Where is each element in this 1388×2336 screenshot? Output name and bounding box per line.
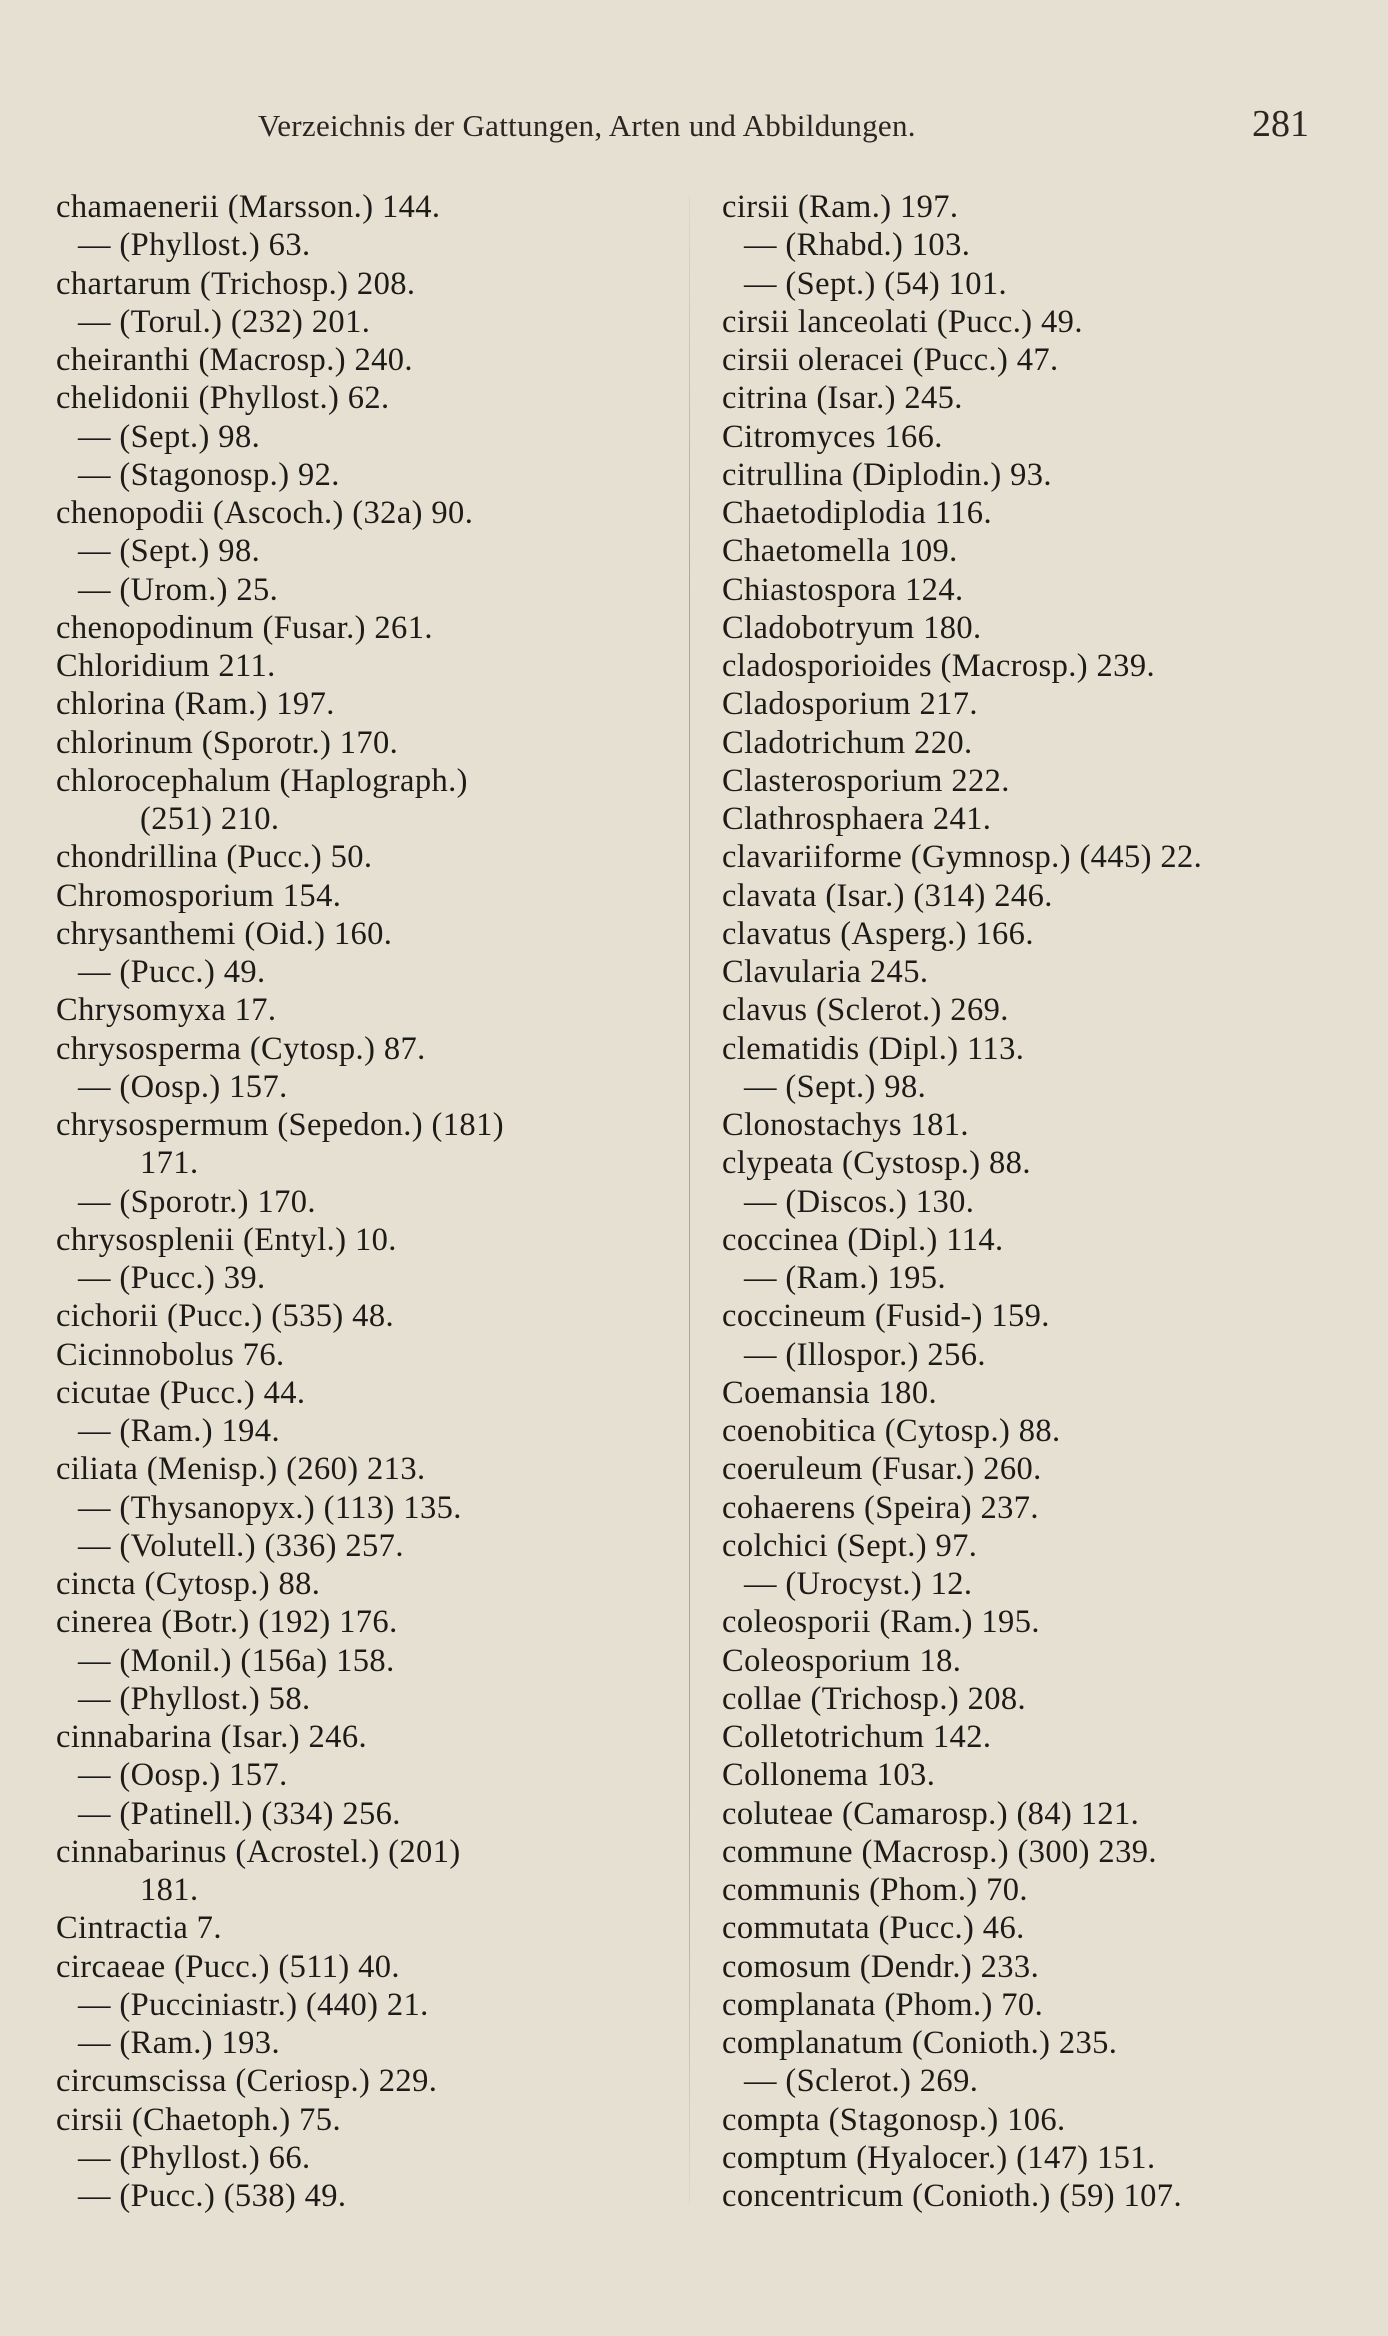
index-entry: cinnabarina (Isar.) 246. [56,1719,368,1755]
index-entry: commutata (Pucc.) 46. [722,1910,1025,1947]
index-entry: Chrysomyxa 17. [56,992,277,1029]
index-subentry: — (Illospor.) 256. [744,1336,986,1373]
index-subentry: — (Torul.) (232) 201. [78,303,371,340]
column-divider [689,196,690,2204]
index-entry: cincta (Cytosp.) 88. [56,1566,321,1602]
index-subentry: — (Pucc.) (538) 49. [78,2178,347,2214]
index-entry: cirsii lanceolati (Pucc.) 49. [722,303,1083,340]
index-entry: coleosporii (Ram.) 195. [722,1604,1040,1641]
index-entry: circaeae (Pucc.) (511) 40. [56,1948,400,1985]
index-entry: cohaerens (Speira) 237. [722,1489,1039,1526]
index-entry: chamaenerii (Marsson.) 144. [56,189,441,225]
index-subentry: — (Sept.) 98. [78,418,261,455]
index-entry: Chaetodiplodia 116. [722,495,992,531]
index-entry: clavatus (Asperg.) 166. [722,915,1034,952]
page-number: 281 [1252,103,1309,145]
index-entry: chondrillina (Pucc.) 50. [56,839,373,876]
index-entry: Cintractia 7. [56,1910,222,1947]
index-entry: collae (Trichosp.) 208. [722,1680,1027,1717]
index-subentry: — (Sept.) 98. [744,1068,927,1105]
index-entry: ciliata (Menisp.) (260) 213. [56,1451,426,1488]
index-subentry: — (Urom.) 25. [78,571,279,608]
index-subentry: — (Sclerot.) 269. [744,2063,979,2100]
index-entry: Clathrosphaera 241. [722,801,992,837]
index-entry-continuation: 181. [140,1872,199,1908]
index-entry: concentricum (Conioth.) (59) 107. [722,2178,1182,2214]
index-entry: Cladosporium 217. [722,686,978,723]
index-subentry: — (Sporotr.) 170. [78,1183,316,1220]
index-entry: communis (Phom.) 70. [722,1872,1028,1908]
index-entry: chrysosplenii (Entyl.) 10. [56,1221,397,1258]
index-subentry: — (Phyllost.) 63. [78,227,311,264]
index-entry: coccineum (Fusid-) 159. [722,1298,1050,1335]
index-entry: clematidis (Dipl.) 113. [722,1030,1025,1067]
index-entry: coccinea (Dipl.) 114. [722,1221,1004,1258]
index-subentry: — (Oosp.) 157. [78,1757,288,1794]
index-entry: citrullina (Diplodin.) 93. [722,456,1052,493]
index-entry: coenobitica (Cytosp.) 88. [722,1413,1061,1449]
index-entry: cirsii oleracei (Pucc.) 47. [722,342,1059,378]
index-subentry: — (Ram.) 193. [78,2025,280,2061]
index-entry: coluteae (Camarosp.) (84) 121. [722,1795,1140,1832]
index-entry-continuation: 171. [140,1145,199,1182]
index-entry: comptum (Hyalocer.) (147) 151. [722,2139,1156,2176]
index-subentry: — (Phyllost.) 58. [78,1680,311,1717]
index-entry: circumscissa (Ceriosp.) 229. [56,2063,438,2100]
index-subentry: — (Volutell.) (336) 257. [78,1527,404,1564]
index-entry: Cladobotryum 180. [722,609,982,646]
index-subentry: — (Phyllost.) 66. [78,2139,311,2176]
index-entry: Colletotrichum 142. [722,1719,992,1755]
index-entry: chartarum (Trichosp.) 208. [56,265,416,302]
index-entry: Coleosporium 18. [722,1642,962,1679]
index-entry: comosum (Dendr.) 233. [722,1948,1040,1985]
index-entry: Clonostachys 181. [722,1107,969,1143]
index-entry: coeruleum (Fusar.) 260. [722,1451,1042,1488]
index-subentry: — (Oosp.) 157. [78,1068,288,1105]
index-subentry: — (Monil.) (156a) 158. [78,1642,395,1679]
index-entry: Cladotrichum 220. [722,724,973,761]
index-entry: chrysanthemi (Oid.) 160. [56,915,393,952]
index-entry: clavata (Isar.) (314) 246. [722,877,1053,914]
index-entry: cinnabarinus (Acrostel.) (201) [56,1833,461,1870]
index-entry: complanata (Phom.) 70. [722,1986,1044,2023]
index-entry: Chaetomella 109. [722,533,958,570]
running-header: Verzeichnis der Gattungen, Arten und Abbildungen. [258,108,916,143]
index-entry: cirsii (Ram.) 197. [722,189,959,225]
index-entry: Clavularia 245. [722,954,929,990]
index-column-right [722,188,1362,2215]
index-entry: Chromosporium 154. [56,877,342,914]
index-entry: clypeata (Cystosp.) 88. [722,1145,1031,1182]
index-entry: Chloridium 211. [56,648,276,684]
index-entry: cladosporioides (Macrosp.) 239. [722,648,1155,684]
index-subentry: — (Ram.) 195. [744,1260,946,1296]
index-subentry: — (Pucc.) 49. [78,954,266,990]
index-subentry: — (Pucciniastr.) (440) 21. [78,1986,429,2023]
index-entry: chlorocephalum (Haplograph.) [56,762,468,799]
index-entry: chrysospermum (Sepedon.) (181) [56,1107,504,1143]
index-entry: cichorii (Pucc.) (535) 48. [56,1298,395,1335]
index-subentry: — (Sept.) (54) 101. [744,265,1008,302]
index-entry: cicutae (Pucc.) 44. [56,1374,306,1411]
index-entry: Collonema 103. [722,1757,936,1794]
index-entry: chlorinum (Sporotr.) 170. [56,724,399,761]
index-entry: chlorina (Ram.) 197. [56,686,335,723]
index-entry: chenopodinum (Fusar.) 261. [56,609,433,646]
index-subentry: — (Sept.) 98. [78,533,261,570]
index-entry: cheiranthi (Macrosp.) 240. [56,342,413,378]
index-subentry: — (Discos.) 130. [744,1183,975,1220]
index-subentry: — (Ram.) 194. [78,1413,280,1449]
index-subentry: — (Urocyst.) 12. [744,1566,973,1602]
index-entry: Coemansia 180. [722,1374,938,1411]
index-entry: citrina (Isar.) 245. [722,380,963,417]
index-entry: chenopodii (Ascoch.) (32a) 90. [56,495,474,531]
index-subentry: — (Rhabd.) 103. [744,227,971,264]
index-entry: Chiastospora 124. [722,571,964,608]
index-entry-continuation: (251) 210. [140,801,280,837]
index-entry: clavariiforme (Gymnosp.) (445) 22. [722,839,1203,876]
index-entry: clavus (Sclerot.) 269. [722,992,1009,1029]
index-entry: compta (Stagonosp.) 106. [722,2101,1066,2138]
index-entry: colchici (Sept.) 97. [722,1527,978,1564]
index-entry: Cicinnobolus 76. [56,1336,285,1373]
index-entry: Citromyces 166. [722,418,943,455]
index-entry: complanatum (Conioth.) 235. [722,2025,1118,2061]
index-entry: cinerea (Botr.) (192) 176. [56,1604,398,1641]
index-entry: cirsii (Chaetoph.) 75. [56,2101,341,2138]
index-entry: Clasterosporium 222. [722,762,1010,799]
index-entry: chelidonii (Phyllost.) 62. [56,380,390,417]
index-column-left [56,188,696,2215]
index-subentry: — (Stagonosp.) 92. [78,456,340,493]
index-entry: chrysosperma (Cytosp.) 87. [56,1030,426,1067]
index-subentry: — (Patinell.) (334) 256. [78,1795,401,1832]
index-entry: commune (Macrosp.) (300) 239. [722,1833,1157,1870]
index-subentry: — (Pucc.) 39. [78,1260,266,1296]
index-subentry: — (Thysanopyx.) (113) 135. [78,1489,462,1526]
